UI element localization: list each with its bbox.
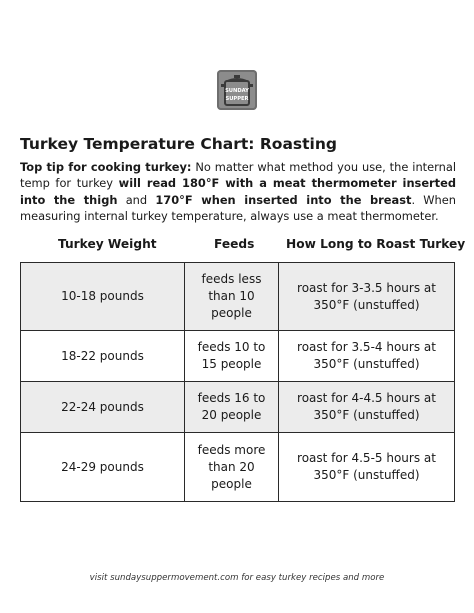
intro-paragraph [20, 159, 456, 224]
cell-feeds: feeds 16 to 20 people [185, 382, 279, 433]
intro-bold-breast: 170°F when inserted into the breast [155, 192, 412, 207]
cell-feeds: feeds more than 20 people [185, 433, 279, 502]
pot-icon [217, 70, 257, 110]
table-row [21, 331, 455, 382]
table-header [20, 235, 466, 255]
table-row [21, 382, 455, 433]
cell-roast: roast for 4.5-5 hours at 350°F (unstuffed) [279, 433, 455, 502]
cell-weight: 24-29 pounds [21, 433, 185, 502]
intro-bold-thigh: will read 180°F with a meat thermometer inserted into the thigh [20, 176, 456, 207]
cell-weight: 10-18 pounds [21, 263, 185, 331]
cell-roast: roast for 3.5-4 hours at 350°F (unstuffed) [279, 331, 455, 382]
table-row [21, 433, 455, 502]
header-roast-time: How Long to Roast Turkey [286, 237, 466, 251]
intro-text-2: and [117, 192, 156, 207]
footer-note: visit sundaysuppermovement.com for easy turkey recipes and more [89, 573, 385, 583]
intro-text-1: No matter what method you use, the internal temp for turkey [20, 160, 456, 191]
cell-feeds: feeds 10 to 15 people [185, 331, 279, 382]
sunday-supper-logo [217, 70, 257, 110]
intro-text-3: . When measuring internal turkey temperature, always use a meat thermometer. [20, 192, 457, 223]
cell-roast: roast for 3-3.5 hours at 350°F (unstuffed) [279, 263, 455, 331]
cell-roast: roast for 4-4.5 hours at 350°F (unstuffed) [279, 382, 455, 433]
header-feeds: Feeds [214, 237, 255, 251]
header-turkey-weight: Turkey Weight [58, 237, 157, 251]
roasting-table [20, 262, 455, 502]
table-row [21, 263, 455, 331]
cell-feeds: feeds less than 10 people [185, 263, 279, 331]
logo-line2: SUPPER [225, 96, 249, 102]
page-title: Turkey Temperature Chart: Roasting [20, 135, 337, 153]
intro-lead: Top tip for cooking turkey: [20, 160, 192, 174]
cell-weight: 22-24 pounds [21, 382, 185, 433]
logo-line1: SUNDAY [225, 88, 249, 94]
cell-weight: 18-22 pounds [21, 331, 185, 382]
